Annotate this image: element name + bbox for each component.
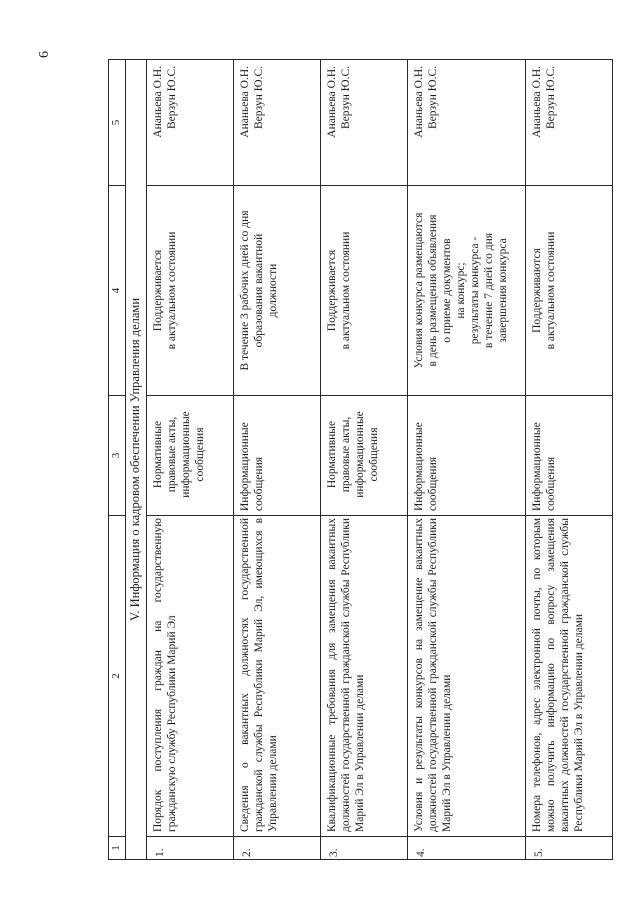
table-row	[321, 60, 408, 860]
table-row	[234, 60, 321, 860]
publication-form: Нормативные правовые акты, информационные сообщения	[147, 396, 234, 516]
publication-term: Поддерживается в актуальном состоянии	[321, 186, 408, 396]
rotated-page-content	[108, 60, 585, 860]
row-number: 4.	[408, 837, 526, 860]
responsible-person: Ананьева О.Н.	[152, 66, 164, 138]
section-title: V. Информация о кадровом обеспечении Управления делами	[126, 60, 147, 860]
column-number-2: 2	[109, 516, 126, 837]
column-number-4: 4	[109, 186, 126, 396]
responsible-persons	[408, 60, 526, 186]
table-row	[147, 60, 234, 860]
section-header-row	[126, 60, 147, 860]
row-number: 2.	[234, 837, 321, 860]
responsible-person: Ананьева О.Н.	[239, 66, 251, 138]
row-number: 1.	[147, 837, 234, 860]
column-number-5: 5	[109, 60, 126, 186]
responsible-persons	[526, 60, 613, 186]
responsible-persons	[147, 60, 234, 186]
responsible-person: Верзун Ю.С.	[545, 66, 557, 129]
row-number: 3.	[321, 837, 408, 860]
publication-form: Нормативные правовые акты, информационные сообщения	[321, 396, 408, 516]
column-number-1: 1	[109, 837, 126, 860]
table-row	[408, 60, 526, 860]
responsible-person: Ананьева О.Н.	[413, 66, 425, 138]
responsible-person: Ананьева О.Н.	[531, 66, 543, 138]
publication-term: Поддерживаются в актуальном состоянии	[526, 186, 613, 396]
info-description: Сведения о вакантных должностях государственной гражданской службы Республики Марий Эл, имеющихся в Управлении делами	[234, 516, 321, 837]
publication-term: Условия конкурса размещаются в день размещения объявления о приеме документов на конкурс; результаты конкурса - в течение 7 дней со дня завершения конкурса	[408, 186, 526, 396]
responsible-person: Верзун Ю.С.	[340, 66, 352, 129]
publication-term: Поддерживается в актуальном состоянии	[147, 186, 234, 396]
column-number-3: 3	[109, 396, 126, 516]
responsible-person: Верзун Ю.С.	[427, 66, 439, 129]
responsible-persons	[234, 60, 321, 186]
responsible-person: Верзун Ю.С.	[253, 66, 265, 129]
responsible-person: Верзун Ю.С.	[166, 66, 178, 129]
row-number: 5.	[526, 837, 613, 860]
info-description: Квалификационные требования для замещения вакантных должностей государственной гражданской службы Республики Марий Эл в Управлении делами	[321, 516, 408, 837]
page-number: 6	[37, 51, 52, 58]
info-description: Номера телефонов, адрес электронной почты, по которым можно получить информацию по вопросу замещения вакантных должностей государственной гражданской службы Республики Марий Эл в Управлении делами	[526, 516, 613, 837]
publication-form: Информационные сообщения	[526, 396, 613, 516]
responsible-person: Ананьева О.Н.	[326, 66, 338, 138]
info-description: Порядок поступления граждан на государственную гражданскую службу Республики Марий Эл	[147, 516, 234, 837]
information-table	[108, 59, 613, 860]
info-description: Условия и результаты конкурсов на замещение вакантных должностей государственной гражданской службы Республики Марий Эл в Управлении делами	[408, 516, 526, 837]
table-row	[526, 60, 613, 860]
responsible-persons	[321, 60, 408, 186]
publication-form: Информационные сообщения	[408, 396, 526, 516]
column-number-header-row	[109, 60, 126, 860]
publication-form: Информационные сообщения	[234, 396, 321, 516]
publication-term: В течение 3 рабочих дней со дня образования вакантной должности	[234, 186, 321, 396]
